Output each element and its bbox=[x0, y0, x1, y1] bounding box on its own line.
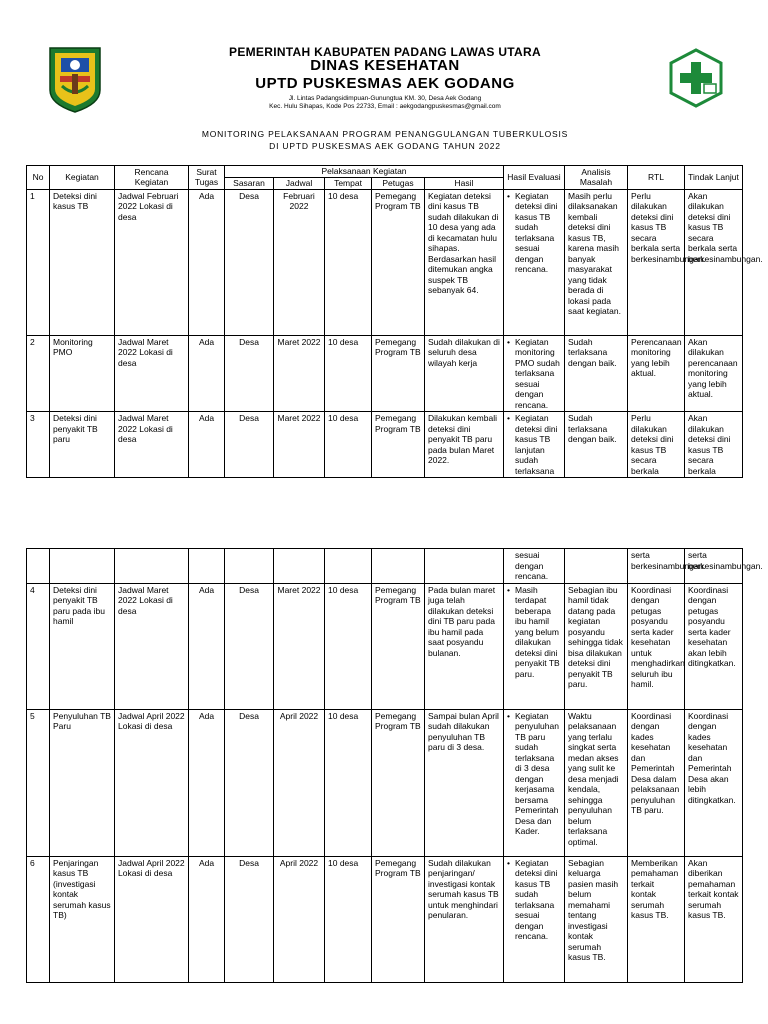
cell-jadwal: Maret 2022 bbox=[274, 583, 325, 709]
cell-tindak-lanjut: Koordinasi dengan petugas posyandu serta kader kesehatan akan lebih ditingkatkan. bbox=[685, 583, 743, 709]
cell-kegiatan: Monitoring PMO bbox=[50, 335, 115, 412]
cell-petugas: Pemegang Program TB bbox=[372, 583, 425, 709]
header-jadwal: Jadwal bbox=[274, 177, 325, 189]
letterhead bbox=[0, 40, 768, 120]
cell-jadwal: April 2022 bbox=[274, 709, 325, 856]
cell-analisis: Sudah terlaksana dengan baik. bbox=[565, 412, 628, 478]
header-surat-tugas: Surat Tugas bbox=[189, 166, 225, 190]
document-page-2 bbox=[0, 532, 768, 1024]
document-page-1 bbox=[0, 0, 768, 482]
cell-tempat: 10 desa bbox=[325, 335, 372, 412]
cell-sasaran: Desa bbox=[225, 335, 274, 412]
header-pelaksanaan-kegiatan: Pelaksanaan Kegiatan bbox=[225, 166, 504, 178]
cell-no: 3 bbox=[27, 412, 50, 478]
cell-rtl: Perlu dilakukan deteksi dini kasus TB secara berkala serta berkesinambungan. bbox=[628, 189, 685, 335]
cell-rencana: Jadwal April 2022 Lokasi di desa bbox=[115, 709, 189, 856]
cell-no: 5 bbox=[27, 709, 50, 856]
table-row bbox=[27, 335, 743, 412]
cell-tindak-lanjut: serta berkesinambungan. bbox=[685, 549, 743, 584]
header-petugas: Petugas bbox=[372, 177, 425, 189]
header-tindak-lanjut: Tindak Lanjut bbox=[685, 166, 743, 190]
cell-rtl: Koordinasi dengan petugas posyandu serta kader kesehatan untuk menghadirkan seluruh ibu hamil. bbox=[628, 583, 685, 709]
cell-analisis: Waktu pelaksanaan yang terlalu singkat serta medan akses yang sulit ke desa menjadi kendala, sehingga penyuluhan belum terlaksana optimal. bbox=[565, 709, 628, 856]
header-hasil: Hasil bbox=[425, 177, 504, 189]
header-sasaran: Sasaran bbox=[225, 177, 274, 189]
regency-emblem-icon bbox=[46, 46, 104, 114]
cell-surat-tugas: Ada bbox=[189, 412, 225, 478]
cell-jadwal: Maret 2022 bbox=[274, 412, 325, 478]
cell-kegiatan: Deteksi dini penyakit TB paru pada ibu hamil bbox=[50, 583, 115, 709]
cell-rencana: Jadwal Maret 2022 Lokasi di desa bbox=[115, 583, 189, 709]
cell-analisis: Sudah terlaksana dengan baik. bbox=[565, 335, 628, 412]
cell-kegiatan: Penjaringan kasus TB (investigasi kontak serumah kasus TB) bbox=[50, 856, 115, 982]
table-row bbox=[27, 412, 743, 478]
cell-tindak-lanjut: Akan dilakukan perencanaan monitoring yang lebih aktual. bbox=[685, 335, 743, 412]
cell-petugas: Pemegang Program TB bbox=[372, 412, 425, 478]
cell-petugas: Pemegang Program TB bbox=[372, 189, 425, 335]
cell-rencana: Jadwal Februari 2022 Lokasi di desa bbox=[115, 189, 189, 335]
address-line-1: Jl. Lintas Padangsidimpuan-Gunungtua KM. 30, Desa Aek Godang bbox=[288, 95, 482, 102]
header-tempat: Tempat bbox=[325, 177, 372, 189]
header-hasil-evaluasi: Hasil Evaluasi bbox=[504, 166, 565, 190]
cell-hasil: Pada bulan maret juga telah dilakukan deteksi dini TB paru pada ibu hamil pada saat posyandu bulanan. bbox=[425, 583, 504, 709]
cell-rtl: Perlu dilakukan deteksi dini kasus TB secara berkala bbox=[628, 412, 685, 478]
header-analisis-masalah: Analisis Masalah bbox=[565, 166, 628, 190]
cell-analisis: Sebagian ibu hamil tidak datang pada kegiatan posyandu sehingga tidak bisa dilakukan deteksi dini penyakit TB paru. bbox=[565, 583, 628, 709]
cell-rencana: Jadwal Maret 2022 Lokasi di desa bbox=[115, 335, 189, 412]
department-name: DINAS KESEHATAN bbox=[310, 57, 460, 74]
cell-kegiatan: Deteksi dini kasus TB bbox=[50, 189, 115, 335]
cell-no: 6 bbox=[27, 856, 50, 982]
report-title: MONITORING PELAKSANAAN PROGRAM PENANGGULANGAN TUBERKULOSIS bbox=[201, 129, 569, 139]
table-row bbox=[27, 709, 743, 856]
cell-tindak-lanjut: Koordinasi dengan kades kesehatan dan Pemerintah Desa akan lebih ditingkatkan. bbox=[685, 709, 743, 856]
cell-sasaran: Desa bbox=[225, 189, 274, 335]
cell-no: 1 bbox=[27, 189, 50, 335]
cell-sasaran: Desa bbox=[225, 583, 274, 709]
header-kegiatan: Kegiatan bbox=[50, 166, 115, 190]
cell-rencana: Jadwal Maret 2022 Lokasi di desa bbox=[115, 412, 189, 478]
puskesmas-logo-icon bbox=[666, 48, 726, 108]
government-name: PEMERINTAH KABUPATEN PADANG LAWAS UTARA bbox=[229, 45, 541, 59]
cell-sasaran: Desa bbox=[225, 856, 274, 982]
cell-tindak-lanjut: Akan dilakukan deteksi dini kasus TB secara berkala bbox=[685, 412, 743, 478]
cell-kegiatan: Penyuluhan TB Paru bbox=[50, 709, 115, 856]
table-row bbox=[27, 189, 743, 335]
cell-hasil-evaluasi: • Kegiatan deteksi dini kasus TB sudah terlaksana sesuai dengan rencana. bbox=[504, 856, 565, 982]
cell-surat-tugas: Ada bbox=[189, 709, 225, 856]
table-row bbox=[27, 583, 743, 709]
header-rencana-kegiatan: Rencana Kegiatan bbox=[115, 166, 189, 190]
cell-rencana: Jadwal April 2022 Lokasi di desa bbox=[115, 856, 189, 982]
cell-hasil-evaluasi: • Kegiatan deteksi dini kasus TB lanjutan sudah terlaksana bbox=[504, 412, 565, 478]
cell-analisis: Sebagian keluarga pasien masih belum memahami tentang investigasi kontak serumah kasus TB. bbox=[565, 856, 628, 982]
cell-hasil: Sampai bulan April sudah dilakukan penyuluhan TB paru di 3 desa. bbox=[425, 709, 504, 856]
cell-no: 4 bbox=[27, 583, 50, 709]
cell-rtl: serta berkesinambungan. bbox=[628, 549, 685, 584]
header-no: No bbox=[27, 166, 50, 190]
cell-surat-tugas: Ada bbox=[189, 335, 225, 412]
cell-hasil-evaluasi: • Kegiatan deteksi dini kasus TB sudah terlaksana sesuai dengan rencana. bbox=[504, 189, 565, 335]
cell-tempat: 10 desa bbox=[325, 412, 372, 478]
page-gap bbox=[0, 482, 768, 532]
cell-hasil: Sudah dilakukan penjaringan/ investigasi kontak serumah kasus TB untuk menghindari penularan. bbox=[425, 856, 504, 982]
cell-hasil-evaluasi: sesuai dengan rencana. bbox=[504, 549, 565, 584]
address-line-2: Kec. Hulu Sihapas, Kode Pos 22733, Email : aekgodangpuskesmas@gmail.com bbox=[269, 103, 501, 110]
cell-sasaran: Desa bbox=[225, 412, 274, 478]
cell-hasil-evaluasi: • Kegiatan monitoring PMO sudah terlaksana sesuai dengan rencana. bbox=[504, 335, 565, 412]
table-row-continuation bbox=[27, 549, 743, 584]
cell-jadwal: Februari 2022 bbox=[274, 189, 325, 335]
cell-tindak-lanjut: Akan dilakukan deteksi dini kasus TB secara berkala serta berkesinambungan. bbox=[685, 189, 743, 335]
cell-jadwal: April 2022 bbox=[274, 856, 325, 982]
cell-petugas: Pemegang Program TB bbox=[372, 709, 425, 856]
cell-hasil: Kegiatan deteksi dini kasus TB sudah dilakukan di 10 desa yang ada di kecamatan hulu sihapas. Berdasarkan hasil ditemukan angka suspek TB sebanyak 64. bbox=[425, 189, 504, 335]
cell-surat-tugas: Ada bbox=[189, 583, 225, 709]
cell-rtl: Koordinasi dengan kades kesehatan dan Pemerintah Desa dalam pelaksanaan penyuluhan TB paru. bbox=[628, 709, 685, 856]
header-rtl: RTL bbox=[628, 166, 685, 190]
cell-hasil: Dilakukan kembali deteksi dini penyakit TB paru pada bulan Maret 2022. bbox=[425, 412, 504, 478]
cell-petugas: Pemegang Program TB bbox=[372, 335, 425, 412]
cell-surat-tugas: Ada bbox=[189, 189, 225, 335]
cell-hasil: Sudah dilakukan di seluruh desa wilayah kerja bbox=[425, 335, 504, 412]
cell-rtl: Perencanaan monitoring yang lebih aktual. bbox=[628, 335, 685, 412]
cell-jadwal: Maret 2022 bbox=[274, 335, 325, 412]
cell-sasaran: Desa bbox=[225, 709, 274, 856]
cell-kegiatan: Deteksi dini penyakit TB paru bbox=[50, 412, 115, 478]
monitoring-table bbox=[26, 165, 763, 478]
table-row bbox=[27, 856, 743, 982]
cell-rtl: Memberikan pemahaman terkait kontak serumah kasus TB. bbox=[628, 856, 685, 982]
cell-petugas: Pemegang Program TB bbox=[372, 856, 425, 982]
cell-tempat: 10 desa bbox=[325, 709, 372, 856]
cell-tindak-lanjut: Akan diberikan pemahaman terkait kontak serumah kasus TB. bbox=[685, 856, 743, 982]
cell-surat-tugas: Ada bbox=[189, 856, 225, 982]
cell-tempat: 10 desa bbox=[325, 856, 372, 982]
cell-analisis: Masih perlu dilaksanakan kembali deteksi dini kasus TB, karena masih banyak masyarakat yang tidak berada di lokasi pada saat kegiatan. bbox=[565, 189, 628, 335]
cell-no: 2 bbox=[27, 335, 50, 412]
health-center-name: UPTD PUSKESMAS AEK GODANG bbox=[255, 75, 515, 92]
cell-hasil-evaluasi: • Masih terdapat beberapa ibu hamil yang belum dilakukan deteksi dini penyakit TB paru. bbox=[504, 583, 565, 709]
cell-tempat: 10 desa bbox=[325, 583, 372, 709]
cell-tempat: 10 desa bbox=[325, 189, 372, 335]
report-subtitle: DI UPTD PUSKESMAS AEK GODANG TAHUN 2022 bbox=[269, 141, 501, 151]
cell-hasil-evaluasi: • Kegiatan penyuluhan TB paru sudah terlaksana di 3 desa dengan kerjasama bersama Pemerintah Desa dan Kader. bbox=[504, 709, 565, 856]
monitoring-table-continued bbox=[26, 548, 763, 983]
